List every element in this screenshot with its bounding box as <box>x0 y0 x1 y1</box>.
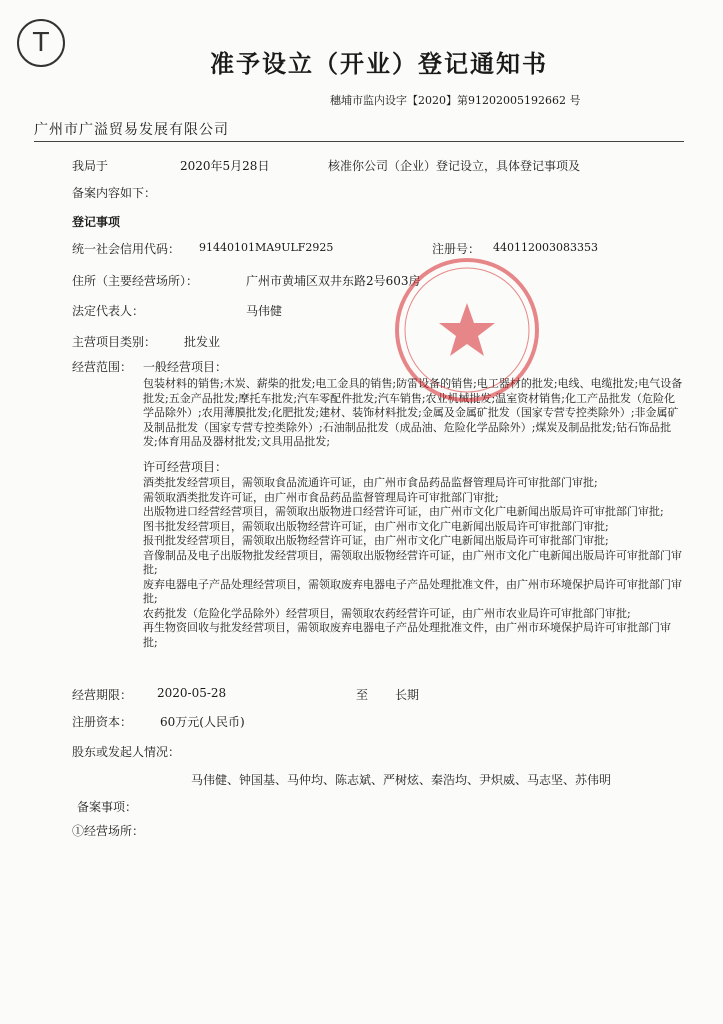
credit-code-value: 91440101MA9ULF2925 <box>199 241 334 254</box>
shareholders-value: 马伟健、钟国基、马仲均、陈志斌、严树炫、秦浩均、尹炽威、马志坚、苏伟明 <box>191 773 612 787</box>
intro-prefix: 我局于 <box>72 159 109 173</box>
capital-label: 注册资本： <box>72 715 133 729</box>
intro-date: 2020年5月28日 <box>180 159 270 173</box>
licensed-label: 许可经营项目： <box>143 460 228 474</box>
term-to: 至 <box>356 688 369 702</box>
intro-suffix: 核准你公司（企业）登记设立，具体登记事项及 <box>328 159 581 173</box>
licensed-item: 音像制品及电子出版物批发经营项目，需领取出版物经营许可证，由广州市文化广电新闻出版局许可审批部门审批; <box>143 548 682 576</box>
term-end: 长期 <box>395 688 420 702</box>
reg-no-label: 注册号： <box>432 242 481 256</box>
scope-label: 经营范围： <box>72 360 133 374</box>
credit-code-label: 统一社会信用代码： <box>72 242 181 256</box>
legal-rep-label: 法定代表人： <box>72 304 145 318</box>
document-number: 穗埔市监内设字【2020】第91202005192662 号 <box>330 94 581 107</box>
main-category-label: 主营项目类别： <box>72 335 157 349</box>
address-label: 住所（主要经营场所）： <box>72 274 199 288</box>
term-start: 2020-05-28 <box>157 686 227 700</box>
licensed-item: 图书批发经营项目，需领取出版物经营许可证，由广州市文化广电新闻出版局许可审批部门审批; <box>143 519 609 533</box>
filing-item: ①经营场所： <box>72 824 145 838</box>
licensed-item: 报刊批发经营项目，需领取出版物经营许可证，由广州市文化广电新闻出版局许可审批部门审批; <box>143 534 609 547</box>
filing-label: 备案事项： <box>77 800 138 814</box>
company-name: 广州市广溢贸易发展有限公司 <box>34 122 229 138</box>
intro-line2: 备案内容如下： <box>72 186 157 200</box>
section-title: 登记事项 <box>72 215 121 229</box>
licensed-item: 废弃电器电子产品处理经营项目，需领取废弃电器电子产品处理批准文件，由广州市环境保护局许可审批部门审批; <box>143 577 682 605</box>
t-mark-icon: T <box>17 19 65 67</box>
licensed-item: 再生物资回收与批发经营项目，需领取废弃电器电子产品处理批准文件，由广州市环境保护局许可审批部门审批; <box>143 621 671 649</box>
shareholders-label: 股东或发起人情况： <box>72 745 181 759</box>
main-category-value: 批发业 <box>184 335 221 349</box>
reg-no-value: 440112003083353 <box>493 241 598 254</box>
document-title: 准予设立（开业）登记通知书 <box>210 49 548 78</box>
licensed-list <box>143 476 683 650</box>
address-value: 广州市黄埔区双井东路2号603房 <box>246 274 421 288</box>
licensed-item: 需领取酒类批发许可证，由广州市食品药品监督管理局许可审批部门审批; <box>143 490 499 504</box>
licensed-item: 农药批发（危险化学品除外）经营项目，需领取农药经营许可证，由广州市农业局许可审批部门审批; <box>143 606 631 620</box>
capital-value: 60万元(人民币) <box>160 715 245 729</box>
term-label: 经营期限： <box>72 688 133 702</box>
general-scope-text: 包装材料的销售;木炭、薪柴的批发;电工金具的销售;防雷设备的销售;电工器材的批发;电线、电缆批发;电气设备批发;五金产品批发;摩托车批发;汽车零配件批发;汽车销售;农业机械批发;温室资材销售;化工产品批发（危险化学品除外）;农用薄膜批发;化肥批发;建材、装饰材料批发;金属及金属矿批发（国家专营专控类除外）;非金属矿及制品批发（国家专营专控类除外）;石油制品批发（成品油、危险化学品除外）;煤炭及制品批发;钻石饰品批发;体育用品及器材批发;文具用品批发; <box>143 377 683 448</box>
licensed-item: 出版物进口经营经营项目，需领取出版物进口经营许可证，由广州市文化广电新闻出版局许可审批部门审批; <box>143 505 664 518</box>
licensed-item: 酒类批发经营项目，需领取食品流通许可证，由广州市食品药品监督管理局许可审批部门审批; <box>143 476 598 489</box>
header-divider <box>34 141 684 142</box>
general-label: 一般经营项目： <box>143 360 228 374</box>
legal-rep-value: 马伟健 <box>246 304 283 318</box>
